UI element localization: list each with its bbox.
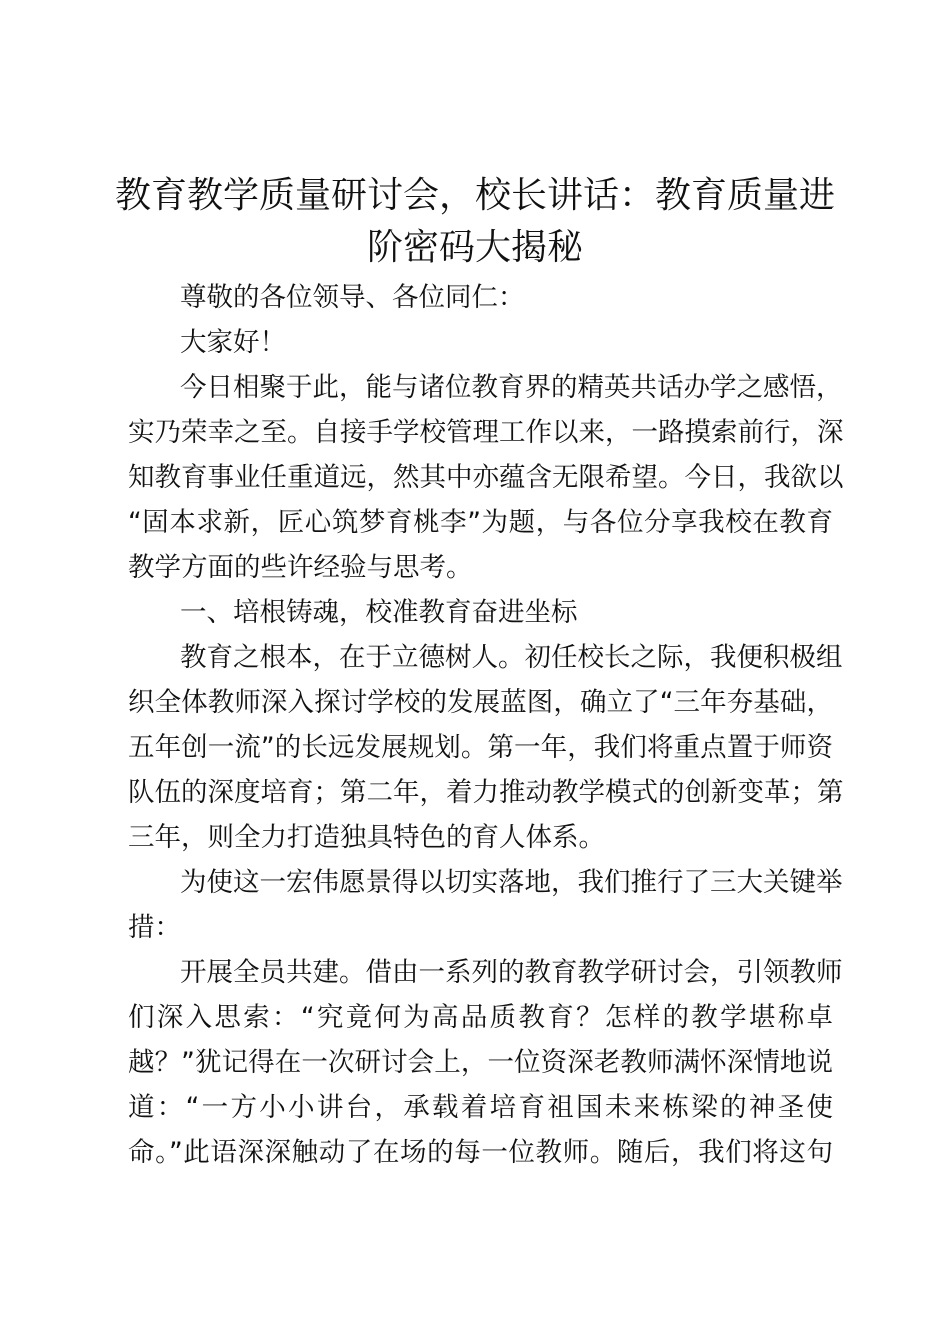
paragraph-line: 道：“一方小小讲台，承载着培育祖国未来栋梁的神圣使 (128, 1092, 833, 1123)
paragraph-line: 措： (128, 912, 181, 943)
paragraph-line: 命。”此语深深触动了在场的每一位教师。随后，我们将这句 (128, 1137, 833, 1168)
paragraph-line: 教学方面的些许经验与思考。 (128, 552, 473, 583)
paragraph-line: 队伍的深度培育；第二年，着力推动教学模式的创新变革；第 (128, 777, 844, 808)
paragraph-line: 织全体教师深入探讨学校的发展蓝图，确立了“三年夯基础， (128, 687, 833, 718)
document-title-line-1: 教育教学质量研讨会，校长讲话：教育质量进 (114, 175, 835, 216)
paragraph-line: 实乃荣幸之至。自接手学校管理工作以来，一路摸索前行，深 (128, 417, 844, 448)
section-heading: 一、培根铸魂，校准教育奋进坐标 (180, 597, 578, 628)
greeting: 大家好！ (180, 327, 286, 358)
document-title-line-2: 阶密码大揭秘 (366, 227, 583, 268)
paragraph-line: 今日相聚于此，能与诸位教育界的精英共话办学之感悟， (180, 372, 843, 403)
paragraph-line: 教育之根本，在于立德树人。初任校长之际，我便积极组 (180, 642, 843, 673)
paragraph-line: 开展全员共建。借由一系列的教育教学研讨会，引领教师 (180, 957, 843, 988)
paragraph-line: 们深入思索：“究竟何为高品质教育？怎样的教学堪称卓 (128, 1002, 833, 1033)
paragraph-line: 为使这一宏伟愿景得以切实落地，我们推行了三大关键举 (180, 867, 843, 898)
paragraph-line: 越？”犹记得在一次研讨会上，一位资深老教师满怀深情地说 (128, 1047, 833, 1078)
paragraph-line: 三年，则全力打造独具特色的育人体系。 (128, 822, 605, 853)
paragraph-line: 知教育事业任重道远，然其中亦蕴含无限希望。今日，我欲以 (128, 462, 844, 493)
paragraph-line: “固本求新，匠心筑梦育桃李”为题，与各位分享我校在教育 (128, 507, 833, 538)
salutation: 尊敬的各位领导、各位同仁： (180, 282, 525, 313)
paragraph-line: 五年创一流”的长远发展规划。第一年，我们将重点置于师资 (128, 732, 833, 763)
